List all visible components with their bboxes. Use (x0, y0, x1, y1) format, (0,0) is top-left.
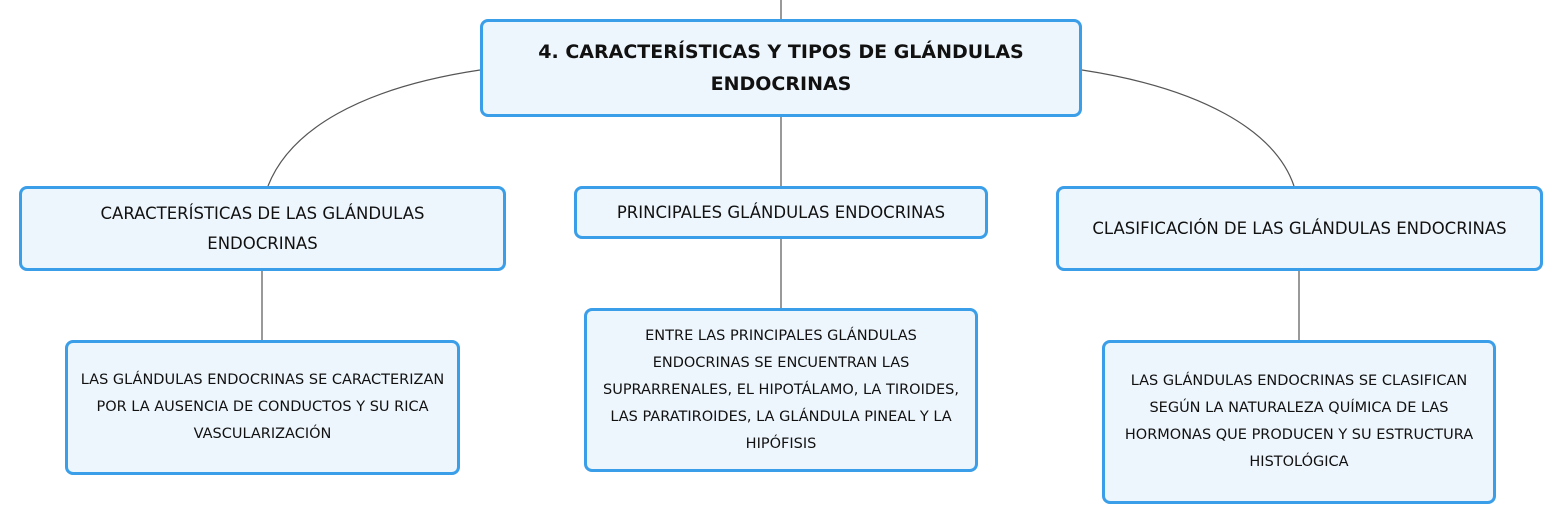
connector-root-to-characteristics (268, 70, 480, 186)
root-node[interactable] (480, 19, 1082, 117)
classification-detail-node[interactable] (1102, 340, 1496, 504)
classification-detail-text: LAS GLÁNDULAS ENDOCRINAS SE CLASIFICAN SEGÚN LA NATURALEZA QUÍMICA DE LAS HORMONAS QUE PRODUCEN Y SU ESTRUCTURA HISTOLÓGICA (1124, 373, 1474, 470)
principal-glands-detail-node[interactable] (584, 308, 978, 472)
root-node-label: 4. CARACTERÍSTICAS Y TIPOS DE GLÁNDULAS ENDOCRINAS (538, 41, 1024, 95)
principal-glands-node[interactable] (574, 186, 988, 239)
classification-node-label: CLASIFICACIÓN DE LAS GLÁNDULAS ENDOCRINAS (1092, 218, 1507, 238)
characteristics-detail-node[interactable] (65, 340, 460, 475)
connector-root-to-classification (1082, 70, 1294, 186)
characteristics-detail-text: LAS GLÁNDULAS ENDOCRINAS SE CARACTERIZAN POR LA AUSENCIA DE CONDUCTOS Y SU RICA VASCULARIZACIÓN (80, 372, 445, 442)
principal-glands-node-label: PRINCIPALES GLÁNDULAS ENDOCRINAS (616, 202, 946, 222)
classification-node[interactable] (1056, 186, 1543, 271)
characteristics-node-label: CARACTERÍSTICAS DE LAS GLÁNDULAS ENDOCRINAS (100, 203, 425, 253)
principal-glands-detail-text: ENTRE LAS PRINCIPALES GLÁNDULAS ENDOCRINAS SE ENCUENTRAN LAS SUPRARRENALES, EL HIPOTÁLAMO, LA TIROIDES, LAS PARATIROIDES, LA GLÁNDULA PINEAL Y LA HIPÓFISIS (603, 327, 959, 452)
characteristics-node[interactable] (19, 186, 506, 271)
